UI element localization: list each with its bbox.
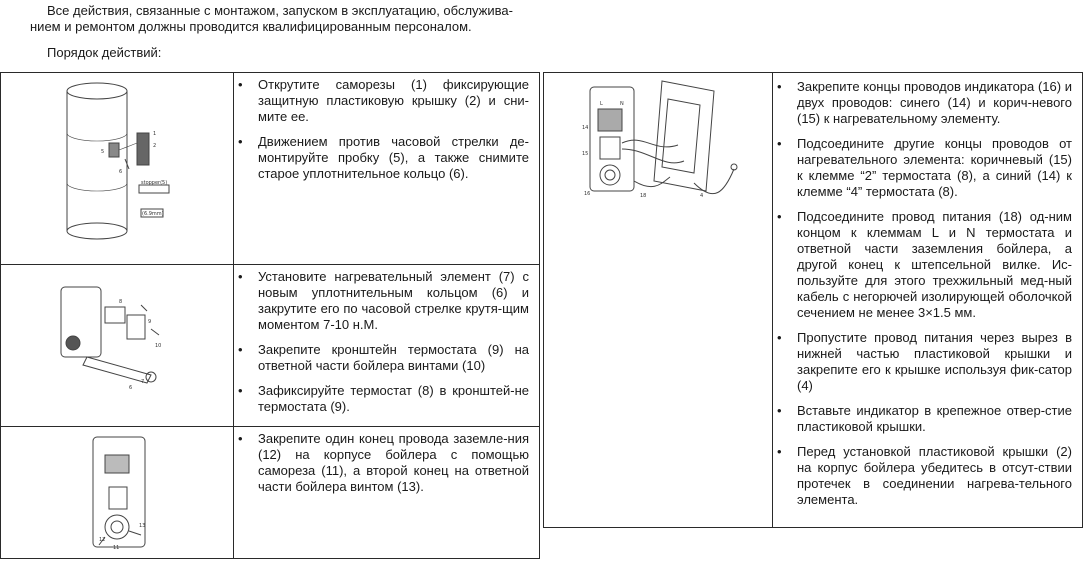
instructions-cell-3 <box>234 427 540 559</box>
instruction-item <box>234 431 529 495</box>
figure-label: 10 <box>155 343 162 349</box>
instructions-cell-1 <box>234 73 540 265</box>
bullet: • <box>777 330 782 345</box>
figure-label: N <box>620 101 624 107</box>
wiring-connection-figure <box>544 73 772 526</box>
intro-line-1: Все действия, связанные с монтажом, запуском в эксплуатацию, обслужива- <box>47 3 513 18</box>
bullet: • <box>238 134 243 149</box>
bullet: • <box>238 383 243 398</box>
bullet: • <box>777 136 782 151</box>
intro-paragraph <box>30 3 550 35</box>
figure-cell-2 <box>1 265 234 427</box>
figure-label: 13 <box>139 523 146 529</box>
instruction-item <box>773 209 1072 321</box>
figure-label: 6 <box>129 385 133 391</box>
instruction-text: Зафиксируйте термостат (8) в кронштей-не термостата (9). <box>258 383 529 414</box>
figure-label: 14 <box>582 125 589 131</box>
instruction-list <box>234 265 539 415</box>
instruction-item <box>234 134 529 182</box>
instruction-text: Пропустите провод питания через вырез в нижней частью пластиковой крышки и закрепите его к крышке используя фик-сатор (4) <box>797 330 1072 393</box>
bullet: • <box>238 77 243 92</box>
wiring-drawing <box>590 81 737 194</box>
right-steps-table <box>543 72 1083 528</box>
figure-label: 12 <box>99 537 106 543</box>
figure-label: stopper(5) <box>141 180 168 186</box>
step-row-2 <box>1 265 540 427</box>
figure-label: 9 <box>148 319 152 325</box>
boiler-cover-removal-figure <box>1 73 233 263</box>
bullet: • <box>238 342 243 357</box>
instruction-text: Установите нагревательный элемент (7) с новым уплотнительным кольцом (6) и закрутите его по часовой стрелке крутя-щим моментом 7-10 н.М. <box>258 269 529 332</box>
instruction-text: Подсоедините провод питания (18) од-ним концом к клеммам L и N термостата и ответной части заземления бойлера, а другой конец к штепсельной вилке. Ис-пользуйте для этого трехжильный мед-ный кабель с негорючей изолирующей оболочкой сечением не менее 3×1.5 мм. <box>797 209 1072 320</box>
bullet: • <box>777 444 782 459</box>
instruction-item <box>773 79 1072 127</box>
instruction-item <box>234 77 529 125</box>
bullet: • <box>238 269 243 284</box>
instruction-item <box>234 342 529 374</box>
figure-label: 6 <box>119 169 123 175</box>
figure-label: 16 <box>584 191 591 197</box>
heating-element-install-figure <box>1 265 233 425</box>
instruction-item <box>773 136 1072 200</box>
instruction-list <box>773 73 1082 508</box>
instruction-text: Закрепите один конец провода заземле-ния (12) на корпусе бойлера с помощью самореза (11), а второй конец на ответной части бойлера винтом (13). <box>258 431 529 494</box>
figure-label: 11 <box>113 545 120 551</box>
instruction-item <box>773 330 1072 394</box>
figure-label: L <box>600 101 603 107</box>
instructions-cell-4 <box>773 73 1083 528</box>
figure-label: 18 <box>640 193 647 199</box>
step-row-3 <box>1 427 540 559</box>
instruction-item <box>773 403 1072 435</box>
instruction-list <box>234 73 539 182</box>
instructions-cell-2 <box>234 265 540 427</box>
bullet: • <box>777 79 782 94</box>
instruction-text: Движением против часовой стрелки де-монтируйте пробку (5), а также снимите старое уплотнительное кольцо (6). <box>258 134 529 181</box>
figure-label: 1 <box>153 131 157 137</box>
bullet: • <box>777 209 782 224</box>
instruction-text: Вставьте индикатор в крепежное отвер-стие пластиковой крышки. <box>797 403 1072 434</box>
figure-cell-1 <box>1 73 234 265</box>
instruction-list <box>234 427 539 495</box>
figure-label: 15 <box>582 151 589 157</box>
instruction-text: Перед установкой пластиковой крышки (2) на корпус бойлера убедитесь в отсут-ствии протечек в соединении нагрева-тельного элемента. <box>797 444 1072 507</box>
figure-label: 2 <box>153 143 157 149</box>
order-heading: Порядок действий: <box>47 45 162 60</box>
figure-label: (6.9mm) <box>142 211 164 217</box>
intro-line-2: нием и ремонтом должны проводится квалифицированным персоналом. <box>30 19 472 34</box>
figure-label: 5 <box>101 149 105 155</box>
instruction-item <box>234 269 529 333</box>
grounding-drawing <box>93 437 145 547</box>
instruction-text: Подсоедините другие концы проводов от нагревательного элемента: коричневый (15) к клемме “2” термостата (8), а синий (14) к клемме “4” термостата (8). <box>797 136 1072 199</box>
instruction-text: Закрепите кронштейн термостата (9) на ответной части бойлера винтами (10) <box>258 342 529 373</box>
figure-label: 7 <box>141 379 145 385</box>
bullet: • <box>777 403 782 418</box>
heating-element-drawing <box>61 287 162 383</box>
left-steps-table <box>0 72 540 559</box>
grounding-wire-figure <box>1 427 233 557</box>
figure-label: 4 <box>700 193 704 199</box>
instruction-text: Закрепите концы проводов индикатора (16) и двух проводов: синего (14) и корич-невого (15) к нагревательному элементу. <box>797 79 1072 126</box>
instruction-item <box>234 383 529 415</box>
instruction-text: Открутите саморезы (1) фиксирующие защитную пластиковую крышку (2) и сни-мите ее. <box>258 77 529 124</box>
figure-label: 8 <box>119 299 123 305</box>
instruction-item <box>773 444 1072 508</box>
step-row-1 <box>1 73 540 265</box>
step-row-4 <box>544 73 1083 528</box>
figure-cell-3 <box>1 427 234 559</box>
figure-cell-4 <box>544 73 773 528</box>
bullet: • <box>238 431 243 446</box>
